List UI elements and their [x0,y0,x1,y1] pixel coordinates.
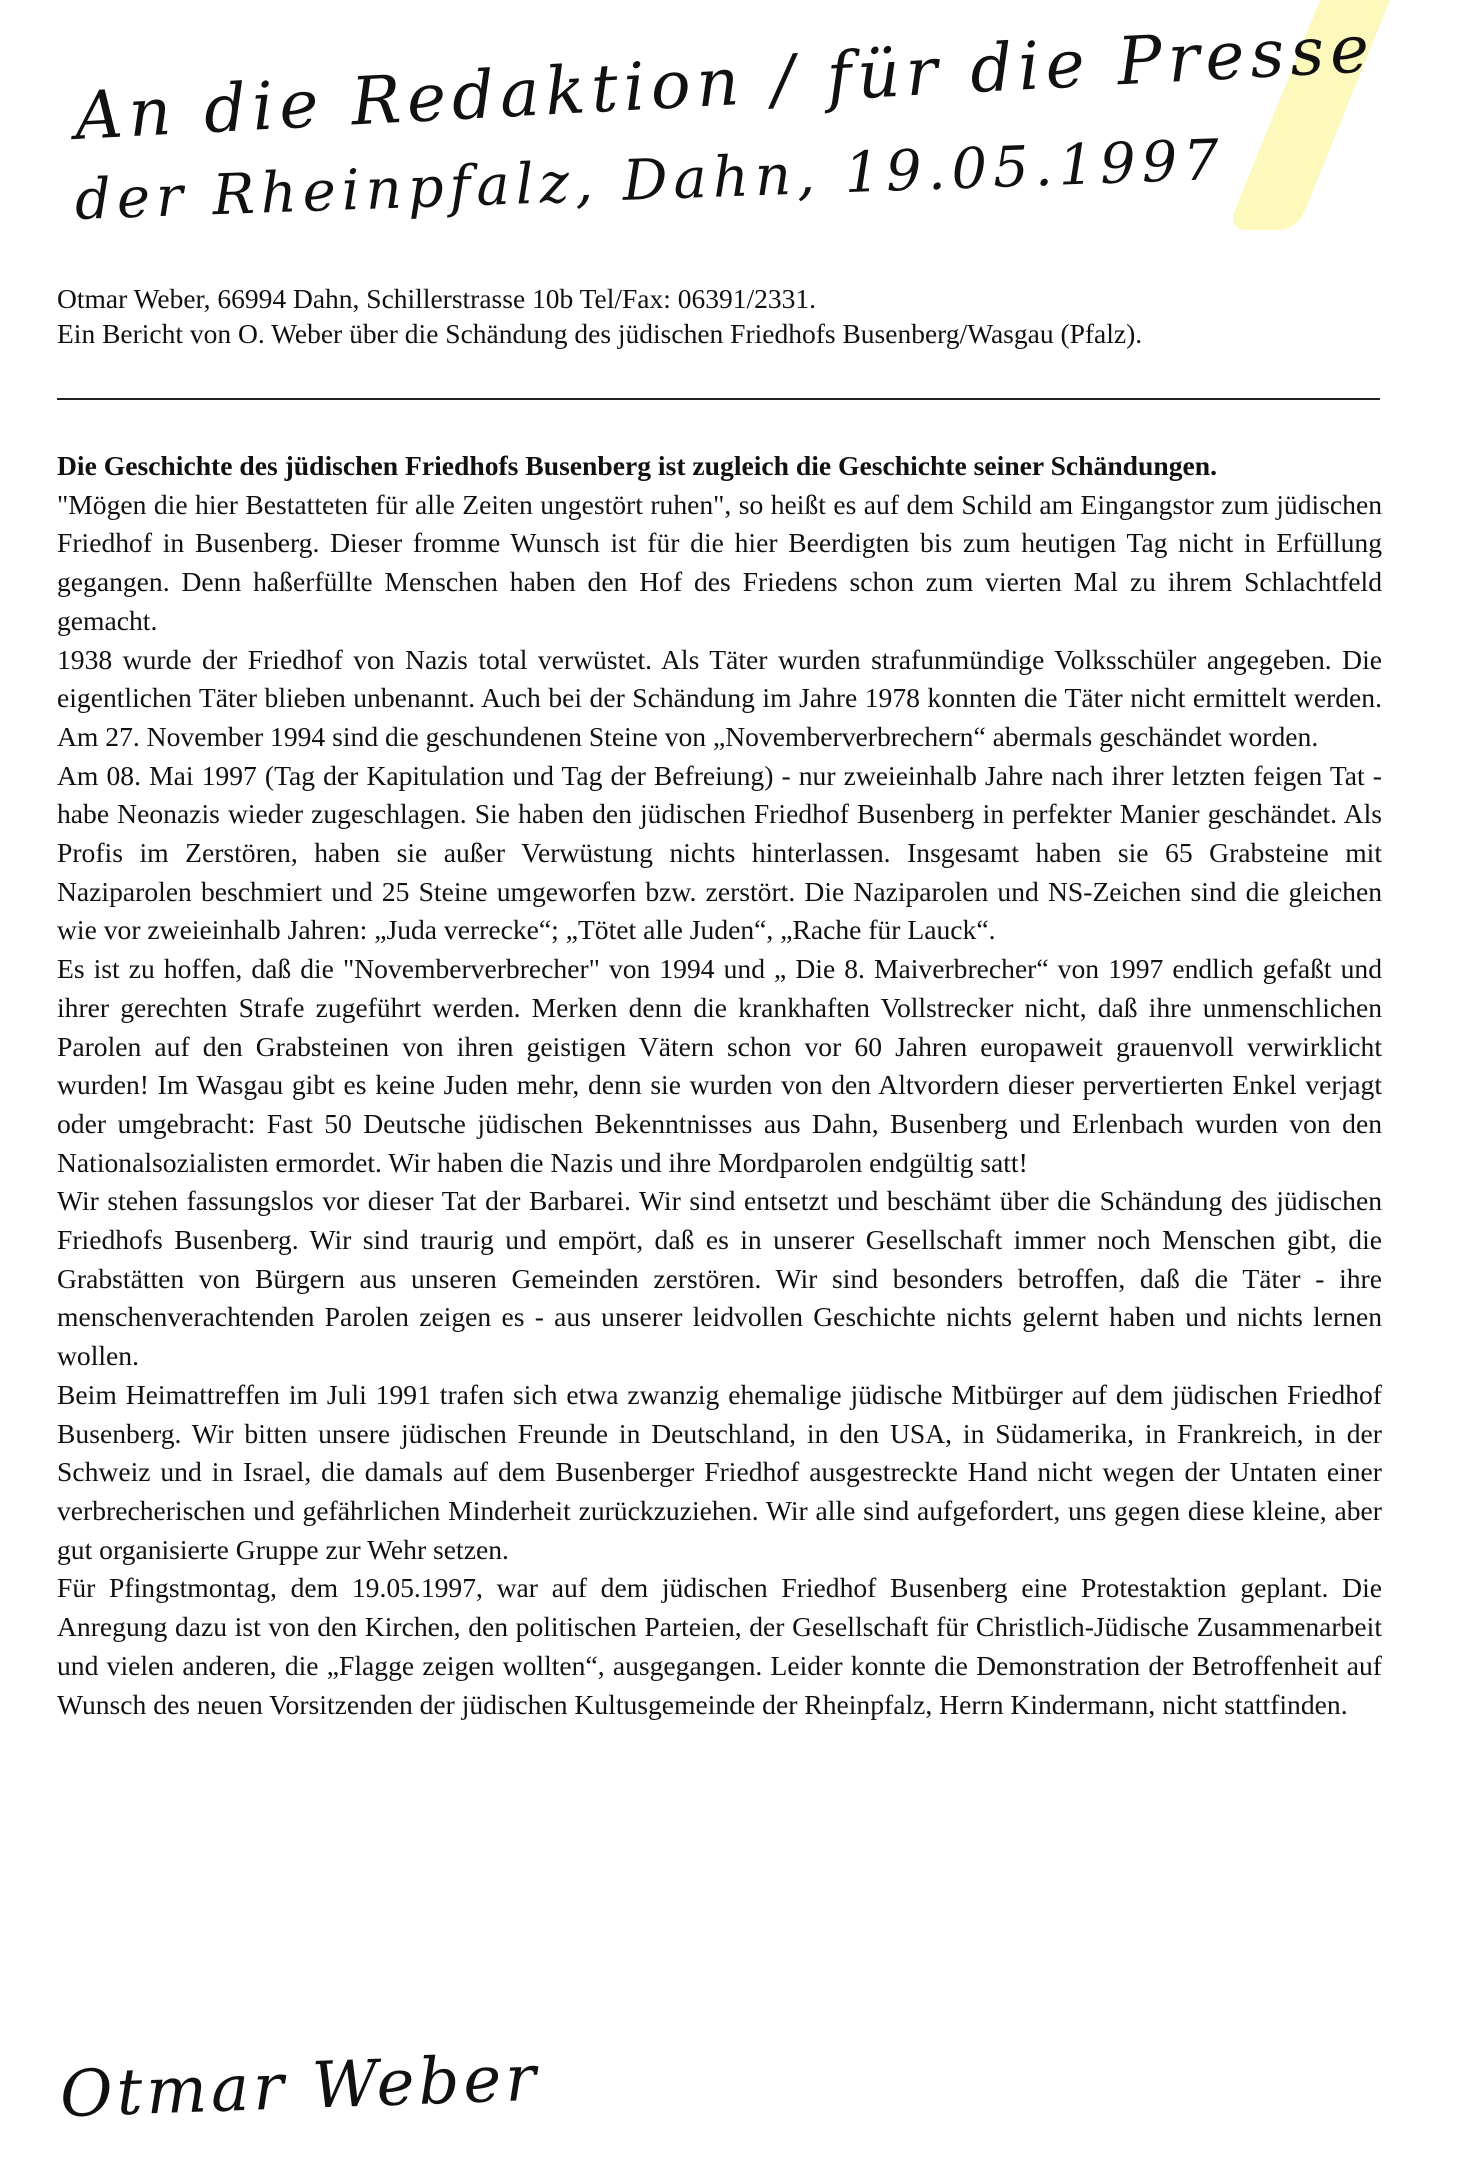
article-paragraph: Für Pfingstmontag, dem 19.05.1997, war auf dem jüdischen Friedhof Busenberg eine Protestaktion geplant. Die Anregung dazu ist von den Kirchen, den politischen Parteien, der Gesellschaft für Christlich-Jüdische Zusammenarbeit und vielen anderen, die „Flagge zeigen wollten“, ausgegangen. Leider konnte die Demonstration der Betroffenheit auf Wunsch des neuen Vorsitzenden der jüdischen Kultusgemeinde der Rheinpfalz, Herrn Kindermann, nicht stattfinden. [57,1572,1382,1720]
handwritten-recipient-line-2: der Rheinpfalz, Dahn, 19.05.1997 [73,127,1226,233]
article-paragraph: Beim Heimattreffen im Juli 1991 trafen sich etwa zwanzig ehemalige jüdische Mitbürger auf dem jüdischen Friedhof Busenberg. Wir bitten unsere jüdischen Freunde in Deutschland, in den USA, in Südamerika, in Frankreich, in der Schweiz und in Israel, die damals auf dem Busenberger Friedhof ausgestreckte Hand nicht wegen der Untaten einer verbrecherischen und gefährlichen Minderheit zurückzuziehen. Wir alle sind aufgefordert, uns gegen diese kleine, aber gut organisierte Gruppe zur Wehr setzen. [57,1378,1382,1565]
article-paragraph: Wir stehen fassungslos vor dieser Tat der Barbarei. Wir sind entsetzt und beschämt über die Schändung des jüdischen Friedhofs Busenberg. Wir sind traurig und empört, daß es in unserer Gesellschaft immer noch Menschen gibt, die Grabstätten von Bürgern aus unseren Gemeinden zerstören. Wir sind besonders betroffen, daß die Täter - ihre menschenverachtenden Parolen zeigen es - aus unserer leidvollen Geschichte nichts gelernt haben und nichts lernen wollen. [57,1185,1382,1372]
article-paragraph: Es ist zu hoffen, daß die "Novemberverbrecher" von 1994 und „ Die 8. Maiverbrecher“ von 1997 endlich gefaßt und ihrer gerechten Strafe zugeführt werden. Merken denn die krankhaften Vollstrecker nicht, daß ihre unmenschlichen Parolen auf den Grabsteinen von ihren geistigen Vätern schon vor 60 Jahren europaweit grauenvoll verwirklicht wurden! Im Wasgau gibt es keine Juden mehr, denn sie wurden von den Altvordern dieser pervertierten Enkel verjagt oder umgebracht: Fast 50 Deutsche jüdischen Bekenntnisses aus Dahn, Busenberg und Erlenbach wurden von den Nationalsozialisten ermordet. Wir haben die Nazis und ihre Mordparolen endgültig satt! [57,953,1382,1178]
horizontal-divider [57,398,1380,400]
sender-address: Otmar Weber, 66994 Dahn, Schillerstrasse 10b Tel/Fax: 06391/2331. [57,283,817,314]
handwritten-recipient-line-1: An die Redaktion / für die Presse [72,9,1377,155]
article-paragraph: 1938 wurde der Friedhof von Nazis total verwüstet. Als Täter wurden strafunmündige Volksschüler angegeben. Die eigentlichen Täter blieben unbenannt. Auch bei der Schändung im Jahre 1978 konnten die Täter nicht ermittelt werden. Am 27. November 1994 sind die geschundenen Steine von „Novemberverbrechern“ abermals geschändet worden. [57,643,1382,752]
article-body [57,447,1382,1724]
article-heading: Die Geschichte des jüdischen Friedhofs Busenberg ist zugleich die Geschichte seiner Schändungen. [57,450,1217,481]
handwritten-signature: Otmar Weber [58,2041,541,2133]
article-paragraph: "Mögen die hier Bestatteten für alle Zeiten ungestört ruhen", so heißt es auf dem Schild am Eingangstor zum jüdischen Friedhof in Busenberg. Dieser fromme Wunsch ist für die hier Beerdigten bis zum heutigen Tag nicht in Erfüllung gegangen. Denn haßerfüllte Menschen haben den Hof des Friedens schon zum vierten Mal zu ihrem Schlachtfeld gemacht. [57,488,1382,636]
article-paragraph: Am 08. Mai 1997 (Tag der Kapitulation und Tag der Befreiung) - nur zweieinhalb Jahre nach ihrer letzten feigen Tat - habe Neonazis wieder zugeschlagen. Sie haben den jüdischen Friedhof Busenberg in perfekter Manier geschändet. Als Profis im Zerstören, haben sie außer Verwüstung nichts hinterlassen. Insgesamt haben sie 65 Grabsteine mit Naziparolen beschmiert und 25 Steine umgeworfen bzw. zerstört. Die Naziparolen und NS-Zeichen sind die gleichen wie vor zweieinhalb Jahren: „Juda verrecke“; „Tötet alle Juden“, „Rache für Lauck“. [57,759,1382,946]
report-subject: Ein Bericht von O. Weber über die Schändung des jüdischen Friedhofs Busenberg/Wasgau (Pfalz). [57,318,1143,349]
